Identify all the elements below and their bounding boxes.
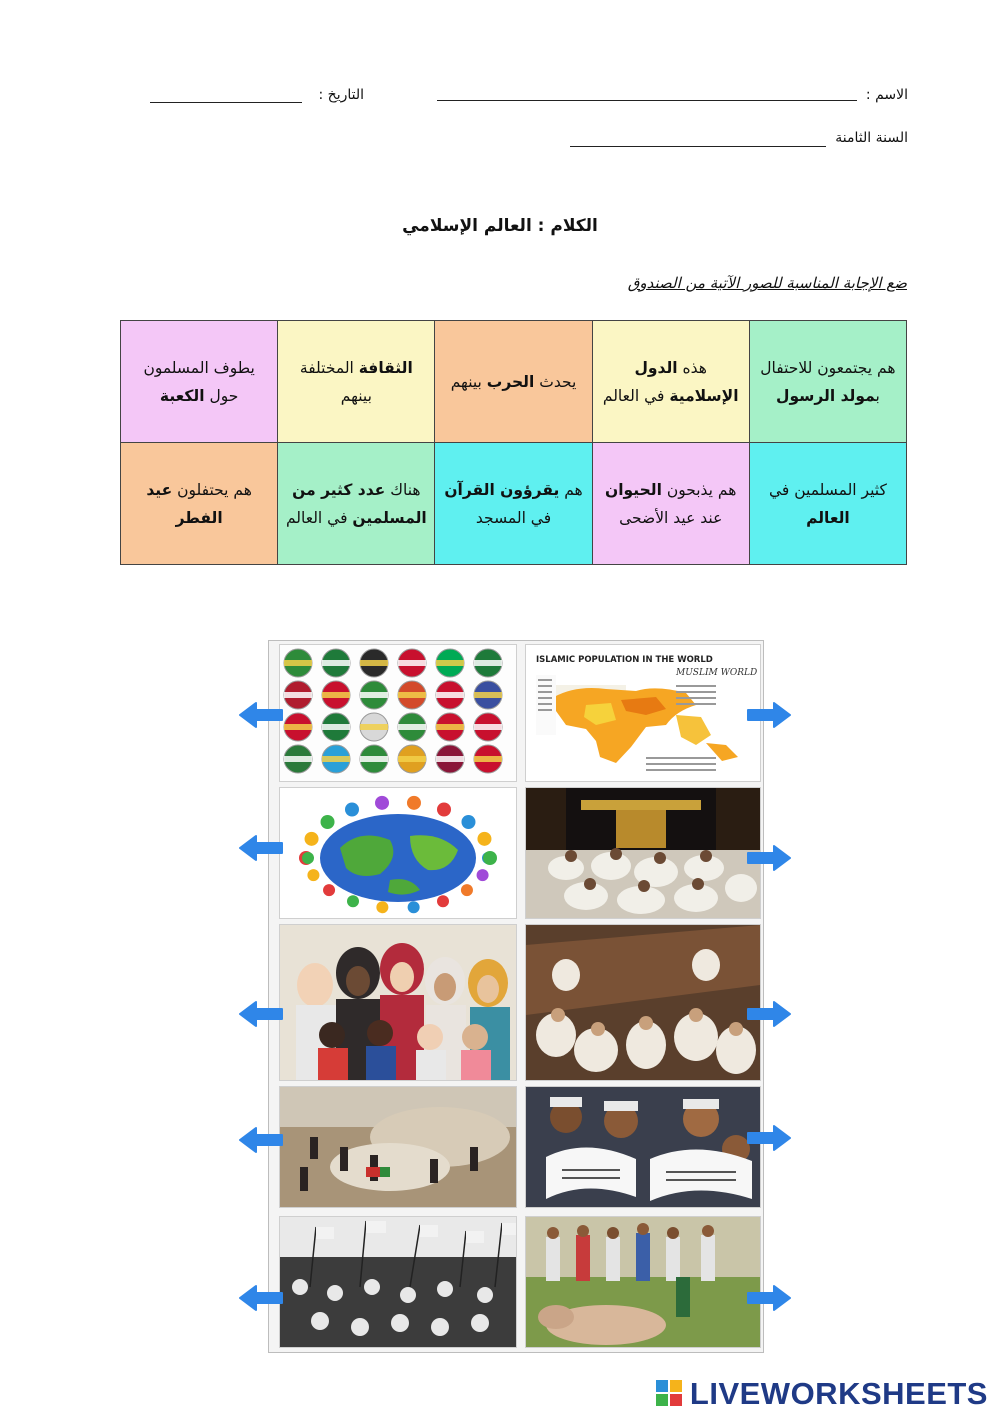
arrow-right-icon[interactable] <box>744 1283 794 1313</box>
answer-text: يطوف المسلمون حول <box>143 358 255 405</box>
answer-option[interactable] <box>121 321 278 443</box>
globe-children-photo <box>279 787 517 919</box>
grade-field[interactable] <box>570 146 826 147</box>
kaaba-tawaf-photo <box>525 787 761 919</box>
answer-text: بينهم <box>450 372 487 391</box>
answer-option[interactable] <box>278 443 435 565</box>
map-subtitle: MUSLIM WORLD <box>676 668 758 678</box>
answer-keyword: الثقافة <box>358 358 413 377</box>
flag-circles <box>280 645 516 781</box>
arrow-right-icon[interactable] <box>744 999 794 1029</box>
child-figure <box>437 803 451 817</box>
child-figure <box>461 815 475 829</box>
arrow-left-icon[interactable] <box>236 1125 286 1155</box>
liveworksheets-logo-icon <box>656 1380 684 1408</box>
answer-text: في العالم <box>285 508 353 527</box>
answer-text: في العالم <box>602 386 670 405</box>
answer-text: يحدث <box>534 372 577 391</box>
answer-option[interactable] <box>121 443 278 565</box>
quran-reading-mosque-photo <box>525 924 761 1081</box>
answer-text: كثير المسلمين في <box>768 480 887 499</box>
child-figure <box>461 884 473 896</box>
answer-keyword: الحيوان <box>605 480 662 499</box>
arrow-left-icon[interactable] <box>236 700 286 730</box>
answer-keyword: الكعبة <box>159 386 205 405</box>
answer-text: هم يجتمعون للاحتفال ب <box>760 358 896 405</box>
name-label: الاسم : <box>865 87 908 103</box>
arrow-right-icon[interactable] <box>744 700 794 730</box>
answer-option[interactable] <box>749 321 906 443</box>
picture-grid <box>268 640 764 1353</box>
answer-text: هم يذبحون <box>661 480 737 499</box>
answer-text: المختلفة بينهم <box>299 358 372 405</box>
child-figure <box>437 895 449 907</box>
page-title: الكلام : العالم الإسلامي <box>402 216 598 236</box>
eid-adha-sacrifice-photo <box>525 1216 761 1348</box>
answer-option[interactable] <box>592 443 749 565</box>
child-figure <box>345 803 359 817</box>
answer-keyword: يقرؤون القرآن <box>444 480 560 499</box>
date-field[interactable] <box>150 102 302 103</box>
child-figure <box>477 832 491 846</box>
muslim-children-photo <box>279 924 517 1081</box>
answer-text: هناك <box>385 480 421 499</box>
name-field[interactable] <box>437 100 857 101</box>
child-figure <box>407 796 421 810</box>
arrow-right-icon[interactable] <box>744 843 794 873</box>
logo-text: LIVEWORKSHEETS <box>689 1376 988 1411</box>
child-figure <box>323 884 335 896</box>
answer-text: هم <box>559 480 583 499</box>
answer-option[interactable] <box>592 321 749 443</box>
answer-option[interactable] <box>749 443 906 565</box>
child-figure <box>408 901 420 913</box>
instruction: ضع الإجابة المناسبة للصور الآتية من الصندوق <box>627 274 907 292</box>
answer-option[interactable] <box>278 321 435 443</box>
child-figure <box>321 815 335 829</box>
answer-keyword: عدد كثير من المسلمين <box>292 480 427 527</box>
child-figure <box>307 869 319 881</box>
child-figure <box>376 901 388 913</box>
war-photo <box>279 1086 517 1208</box>
answer-keyword: العالم <box>806 508 850 527</box>
child-figure <box>347 895 359 907</box>
answer-keyword: الحرب <box>486 372 535 391</box>
answer-option[interactable] <box>435 321 592 443</box>
eid-fitr-children-photo <box>525 1086 761 1208</box>
child-figure <box>477 869 489 881</box>
child-figure <box>375 796 389 810</box>
child-figure <box>305 832 319 846</box>
answer-row <box>121 321 907 443</box>
answer-keyword: الدول الإسلامية <box>634 358 739 405</box>
child-figure <box>483 851 497 865</box>
answer-text: هذه <box>677 358 707 377</box>
arrow-left-icon[interactable] <box>236 1283 286 1313</box>
answer-text: في المسجد <box>475 508 552 527</box>
flags-photo <box>279 644 517 782</box>
answer-option[interactable] <box>435 443 592 565</box>
answer-box <box>120 320 907 565</box>
answer-keyword: مولد الرسول <box>776 386 876 405</box>
arrow-left-icon[interactable] <box>236 833 286 863</box>
date-label: التاريخ : <box>318 87 364 103</box>
answer-row <box>121 443 907 565</box>
islamic-population-map <box>525 644 761 782</box>
map-title: ISLAMIC POPULATION IN THE WORLD <box>536 655 713 665</box>
mawlid-crowd-photo <box>279 1216 517 1348</box>
liveworksheets-logo <box>656 1376 988 1412</box>
answer-keyword: عيد الفطر <box>146 480 223 527</box>
answer-text: عند عيد الأضحى <box>619 508 723 527</box>
answer-text: هم يحتفلون <box>172 480 252 499</box>
arrow-left-icon[interactable] <box>236 999 286 1029</box>
grade-label: السنة الثامنة <box>835 130 908 146</box>
child-figure <box>302 852 314 864</box>
arrow-right-icon[interactable] <box>744 1123 794 1153</box>
